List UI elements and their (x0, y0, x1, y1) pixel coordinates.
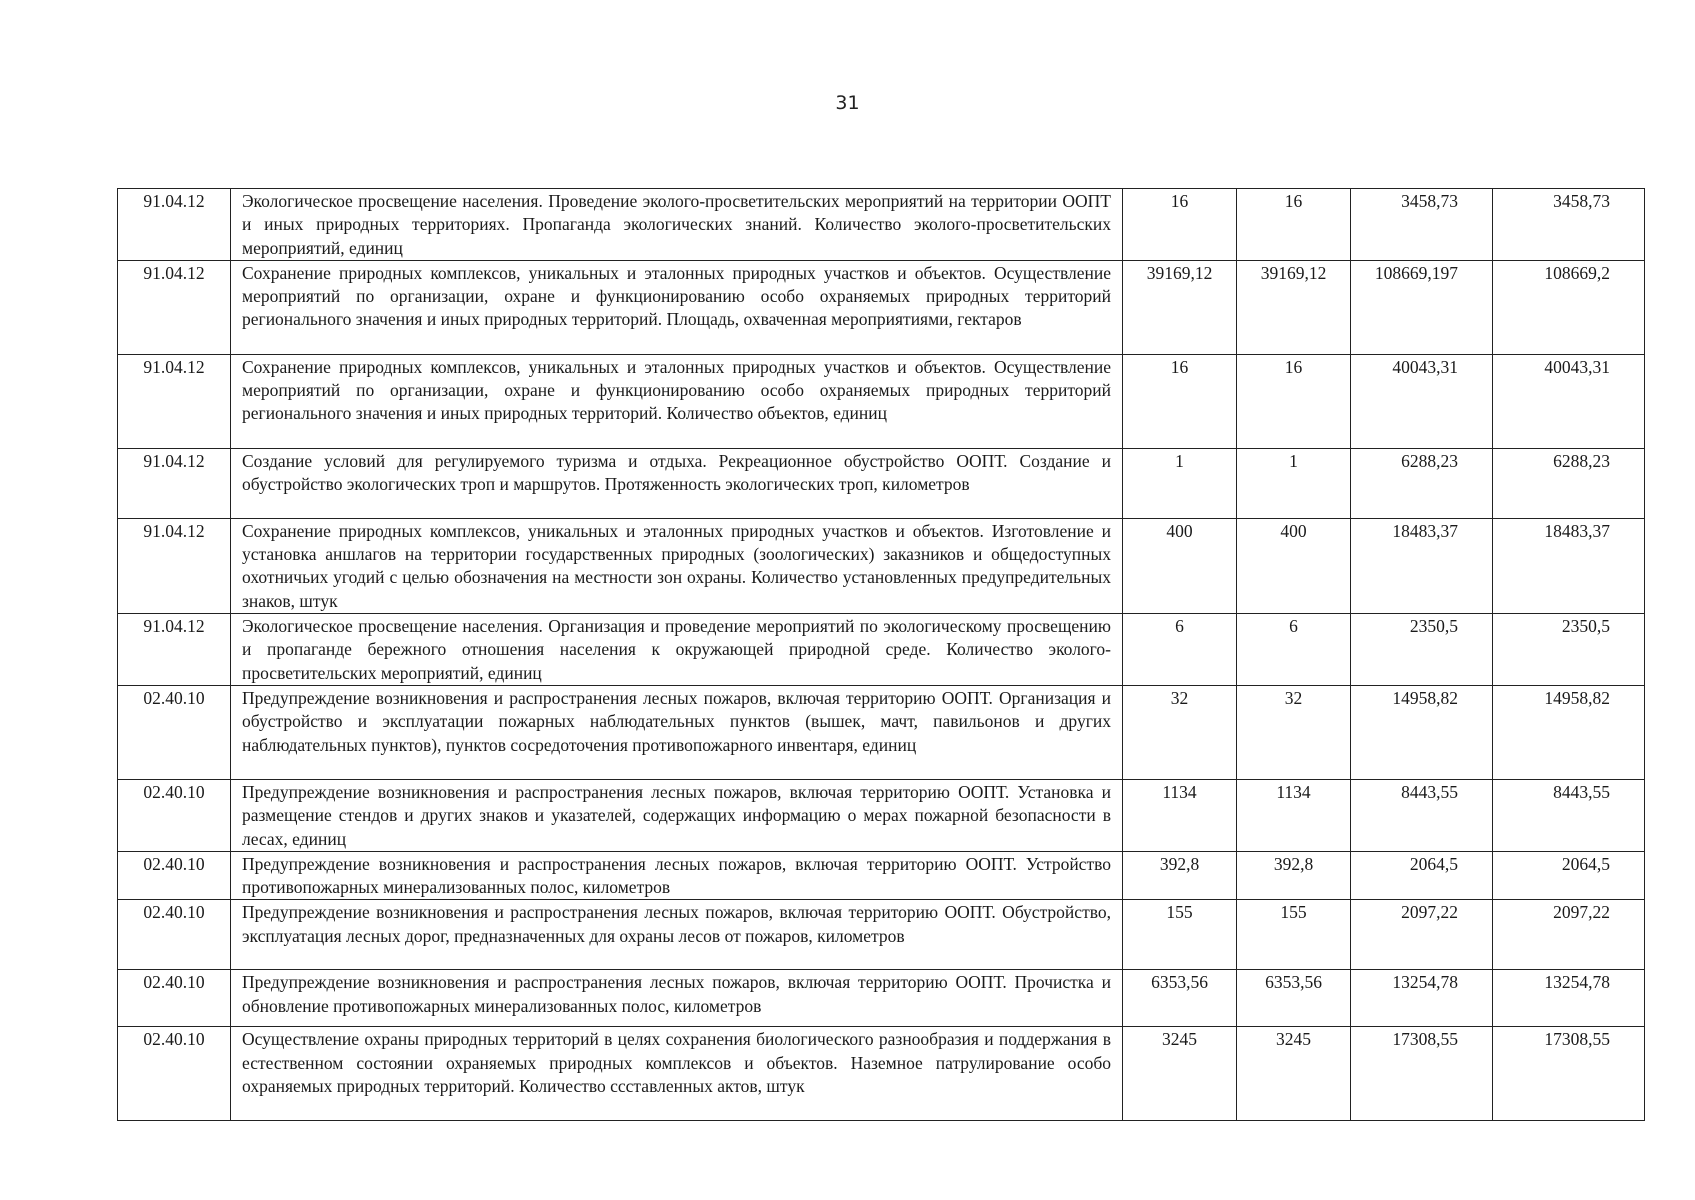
value-col-1: 6 (1123, 614, 1237, 686)
activity-code: 02.40.10 (118, 970, 231, 1027)
amount-col-1: 40043,31 (1351, 354, 1493, 448)
value-col-1: 1 (1123, 448, 1237, 518)
value-col-2: 1 (1237, 448, 1351, 518)
amount-col-2: 17308,55 (1493, 1027, 1645, 1121)
activity-code: 91.04.12 (118, 260, 231, 354)
amount-col-1: 14958,82 (1351, 685, 1493, 779)
amount-col-2: 108669,2 (1493, 260, 1645, 354)
activity-code: 02.40.10 (118, 685, 231, 779)
table-row (118, 851, 1645, 900)
activity-description: Предупреждение возникновения и распространения лесных пожаров, включая территорию ООПТ. Организация и обустройство и эксплуатации пожарных наблюдательных пунктов (вышек, мачт, павильонов и других наблюдательных пунктов), пунктов сосредоточения противопожарного инвентаря, единиц (231, 685, 1123, 779)
amount-col-2: 13254,78 (1493, 970, 1645, 1027)
value-col-2: 6353,56 (1237, 970, 1351, 1027)
activities-table (117, 188, 1645, 1121)
amount-col-1: 2350,5 (1351, 614, 1493, 686)
table-row (118, 354, 1645, 448)
activity-code: 91.04.12 (118, 354, 231, 448)
value-col-1: 1134 (1123, 779, 1237, 851)
activity-description: Создание условий для регулируемого туризма и отдыха. Рекреационное обустройство ООПТ. Создание и обустройство экологических троп и маршрутов. Протяженность экологических троп, километров (231, 448, 1123, 518)
table-row (118, 685, 1645, 779)
amount-col-2: 18483,37 (1493, 518, 1645, 613)
table-row (118, 779, 1645, 851)
activity-description: Сохранение природных комплексов, уникальных и эталонных природных участков и объектов. Осуществление мероприятий по организации, охране и функционированию особо охраняемых природных территорий регионального значения и иных природных территорий. Количество объектов, единиц (231, 354, 1123, 448)
value-col-2: 39169,12 (1237, 260, 1351, 354)
amount-col-2: 14958,82 (1493, 685, 1645, 779)
activity-description: Предупреждение возникновения и распространения лесных пожаров, включая территорию ООПТ. Прочистка и обновление противопожарных минерализованных полос, километров (231, 970, 1123, 1027)
activity-code: 91.04.12 (118, 189, 231, 261)
activity-code: 02.40.10 (118, 900, 231, 970)
amount-col-1: 2064,5 (1351, 851, 1493, 900)
activity-description: Предупреждение возникновения и распространения лесных пожаров, включая территорию ООПТ. Установка и размещение стендов и других знаков и указателей, содержащих информацию о мерах пожарной безопасности в лесах, единиц (231, 779, 1123, 851)
amount-col-2: 40043,31 (1493, 354, 1645, 448)
value-col-1: 3245 (1123, 1027, 1237, 1121)
table-row (118, 970, 1645, 1027)
amount-col-2: 2064,5 (1493, 851, 1645, 900)
activity-description: Осуществление охраны природных территорий в целях сохранения биологического разнообразия и поддержания в естественном состоянии охраняемых природных комплексов и объектов. Наземное патрулирование особо охраняемых природных территорий. Количество сcставленных актов, штук (231, 1027, 1123, 1121)
amount-col-1: 3458,73 (1351, 189, 1493, 261)
activity-code: 02.40.10 (118, 1027, 231, 1121)
amount-col-1: 2097,22 (1351, 900, 1493, 970)
activity-description: Предупреждение возникновения и распространения лесных пожаров, включая территорию ООПТ. Обустройство, эксплуатация лесных дорог, предназначенных для охраны лесов от пожаров, километров (231, 900, 1123, 970)
amount-col-1: 108669,197 (1351, 260, 1493, 354)
amount-col-2: 6288,23 (1493, 448, 1645, 518)
table-row (118, 518, 1645, 613)
table-row (118, 900, 1645, 970)
amount-col-1: 8443,55 (1351, 779, 1493, 851)
value-col-1: 32 (1123, 685, 1237, 779)
value-col-2: 32 (1237, 685, 1351, 779)
value-col-1: 16 (1123, 354, 1237, 448)
activity-description: Экологическое просвещение населения. Организация и проведение мероприятий по экологическому просвещению и пропаганде бережного отношения населения к окружающей природной среде. Количество эколого-просветительских мероприятий, единиц (231, 614, 1123, 686)
value-col-2: 6 (1237, 614, 1351, 686)
amount-col-2: 2097,22 (1493, 900, 1645, 970)
table-row (118, 189, 1645, 261)
value-col-1: 392,8 (1123, 851, 1237, 900)
table-row (118, 1027, 1645, 1121)
value-col-2: 1134 (1237, 779, 1351, 851)
amount-col-1: 6288,23 (1351, 448, 1493, 518)
activity-description: Экологическое просвещение населения. Проведение эколого-просветительских мероприятий на территории ООПТ и иных природных территориях. Пропаганда экологических знаний. Количество эколого-просветительских мероприятий, единиц (231, 189, 1123, 261)
value-col-1: 400 (1123, 518, 1237, 613)
amount-col-2: 8443,55 (1493, 779, 1645, 851)
value-col-2: 16 (1237, 354, 1351, 448)
activity-code: 91.04.12 (118, 614, 231, 686)
activity-code: 91.04.12 (118, 518, 231, 613)
value-col-2: 155 (1237, 900, 1351, 970)
value-col-2: 392,8 (1237, 851, 1351, 900)
activity-description: Сохранение природных комплексов, уникальных и эталонных природных участков и объектов. Изготовление и установка аншлагов на территории государственных природных (зоологических) заказников и общедоступных охотничьих угодий с целью обозначения на местности зон охраны. Количество установленных предупредительных знаков, штук (231, 518, 1123, 613)
value-col-1: 39169,12 (1123, 260, 1237, 354)
amount-col-1: 17308,55 (1351, 1027, 1493, 1121)
amount-col-1: 13254,78 (1351, 970, 1493, 1027)
activity-code: 91.04.12 (118, 448, 231, 518)
table-row (118, 614, 1645, 686)
table-row (118, 448, 1645, 518)
value-col-1: 16 (1123, 189, 1237, 261)
activity-code: 02.40.10 (118, 779, 231, 851)
activity-description: Сохранение природных комплексов, уникальных и эталонных природных участков и объектов. Осуществление мероприятий по организации, охране и функционированию особо охраняемых природных территорий регионального значения и иных природных территорий. Площадь, охваченная мероприятиями, гектаров (231, 260, 1123, 354)
amount-col-2: 3458,73 (1493, 189, 1645, 261)
value-col-2: 400 (1237, 518, 1351, 613)
value-col-2: 16 (1237, 189, 1351, 261)
value-col-1: 155 (1123, 900, 1237, 970)
amount-col-2: 2350,5 (1493, 614, 1645, 686)
value-col-2: 3245 (1237, 1027, 1351, 1121)
activity-description: Предупреждение возникновения и распространения лесных пожаров, включая территорию ООПТ. Устройство противопожарных минерализованных полос, километров (231, 851, 1123, 900)
value-col-1: 6353,56 (1123, 970, 1237, 1027)
table-row (118, 260, 1645, 354)
page-number: 31 (835, 92, 860, 114)
activity-code: 02.40.10 (118, 851, 231, 900)
amount-col-1: 18483,37 (1351, 518, 1493, 613)
